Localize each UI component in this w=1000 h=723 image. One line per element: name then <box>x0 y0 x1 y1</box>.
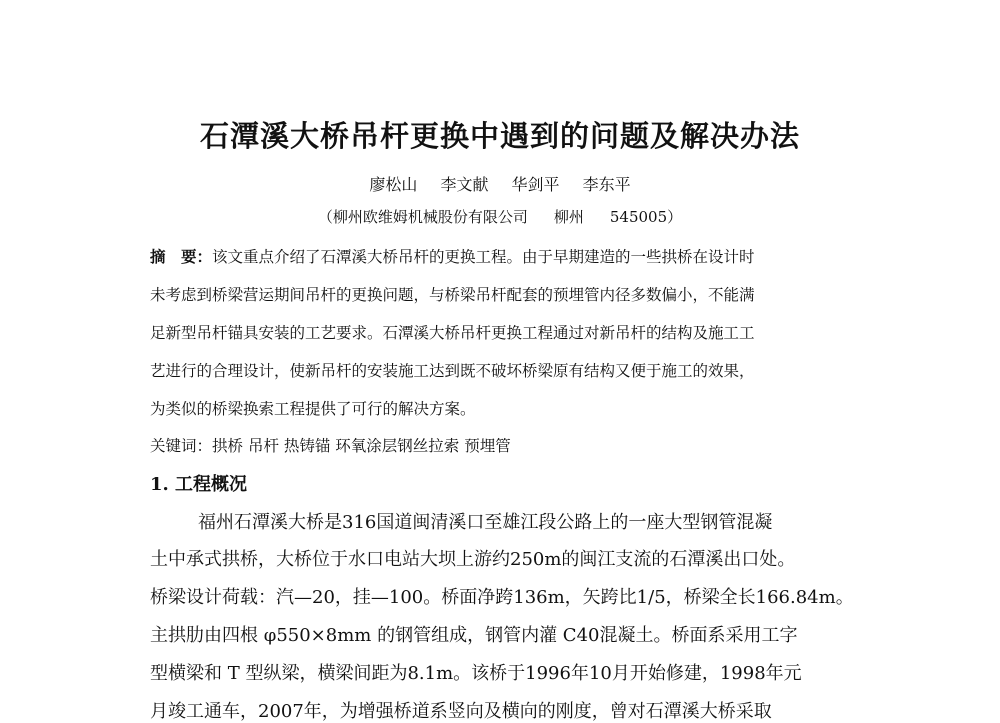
keywords-line <box>150 434 850 456</box>
affiliation-zip: 545005） <box>609 208 683 226</box>
abstract-line: 足新型吊杆锚具安装的工艺要求。石潭溪大桥吊杆更换工程通过对新吊杆的结构及施工工 <box>150 324 755 342</box>
keywords-text: 拱桥 吊杆 热铸锚 环氧涂层钢丝拉索 预埋管 <box>212 437 511 455</box>
body-line: 月竣工通车，2007年，为增强桥道系竖向及横向的刚度，曾对石潭溪大桥采取 <box>150 701 772 722</box>
body-line: 桥梁设计荷载：汽—20，挂—100。桥面净跨136m，矢跨比1/5，桥梁全长166.84m。 <box>150 587 854 608</box>
paper-title: 石潭溪大桥吊杆更换中遇到的问题及解决办法 <box>199 119 800 153</box>
author-name: 廖松山 <box>369 175 418 194</box>
affiliation <box>0 206 1000 227</box>
abstract-label: 摘 要： <box>150 247 213 266</box>
keywords-label: 关键词： <box>150 437 213 455</box>
section-heading: 1. 工程概况 <box>150 474 248 495</box>
abstract-line: 为类似的桥梁换索工程提供了可行的解决方案。 <box>150 400 476 418</box>
body-line: 土中承式拱桥，大桥位于水口电站大坝上游约250m的闽江支流的石潭溪出口处。 <box>150 549 796 570</box>
body-line: 主拱肋由四根 φ550×8mm 的钢管组成，钢管内灌 C40混凝土。桥面系采用工字 <box>150 625 798 646</box>
body-line: 型横梁和 T 型纵梁，横梁间距为8.1m。该桥于1996年10月开始修建，1998年元 <box>150 663 802 684</box>
abstract-line: 艺进行的合理设计，使新吊杆的安装施工达到既不破坏桥梁原有结构又便于施工的效果， <box>150 362 755 380</box>
abstract-line: 未考虑到桥梁营运期间吊杆的更换问题，与桥梁吊杆配套的预埋管内径多数偏小，不能满 <box>150 286 755 304</box>
body-line: 福州石潭溪大桥是316国道闽清溪口至雄江段公路上的一座大型钢管混凝 <box>198 512 773 533</box>
author-name: 华剑平 <box>511 175 560 194</box>
abstract-text: 该文重点介绍了石潭溪大桥吊杆的更换工程。由于早期建造的一些拱桥在设计时 <box>212 248 755 266</box>
author-name: 李东平 <box>582 175 631 194</box>
affiliation-org: （柳州欧维姆机械股份有限公司 <box>317 208 528 226</box>
author-name: 李文献 <box>440 175 489 194</box>
affiliation-city: 柳州 <box>553 208 584 226</box>
author-list <box>0 172 1000 195</box>
abstract-line <box>150 245 850 267</box>
